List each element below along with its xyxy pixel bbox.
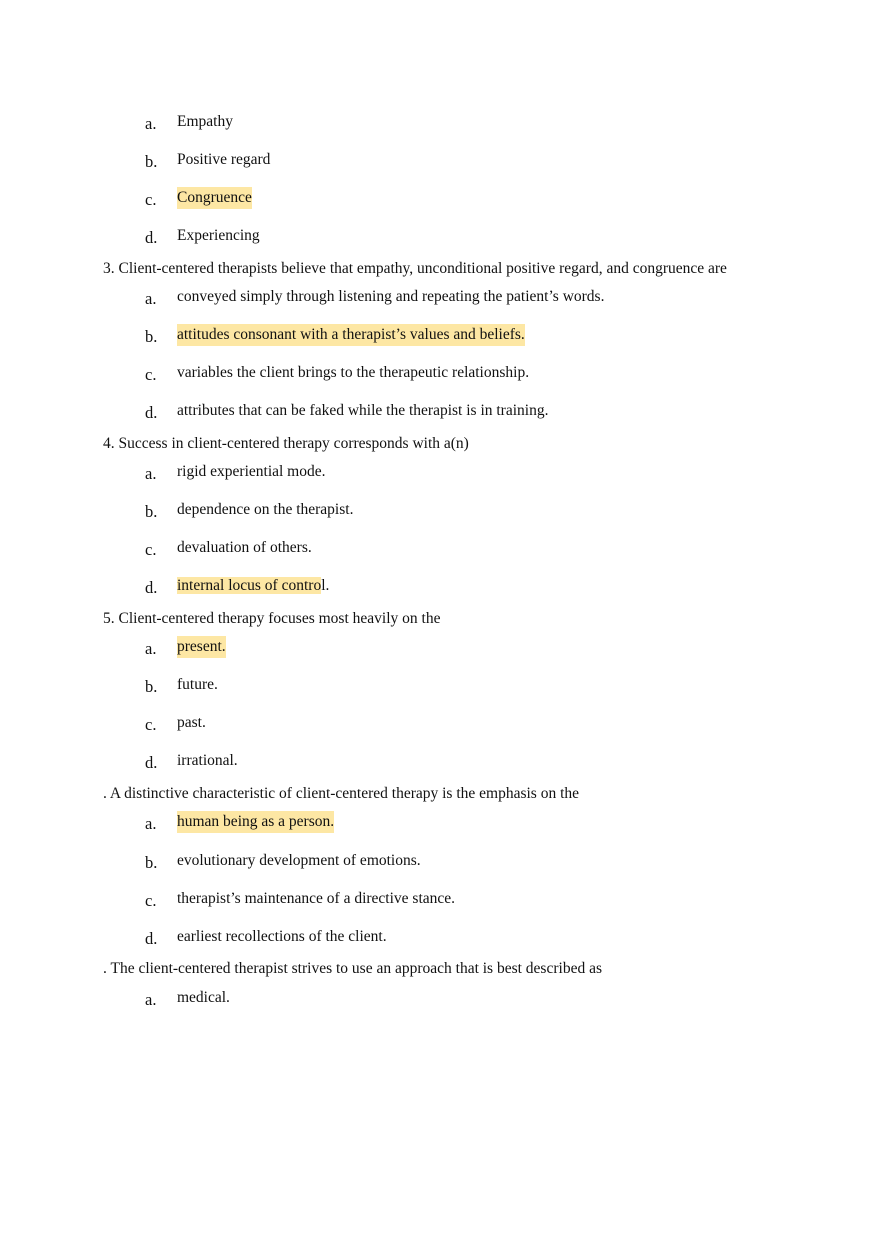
option-text: Positive regard [177,151,271,168]
option-row [0,111,880,133]
option-letter: b. [145,327,158,346]
option-letter: c. [145,891,157,910]
option-text: conveyed simply through listening and repeating the patient’s words. [177,288,605,305]
option-letter: b. [145,502,158,521]
option-letter: a. [145,814,157,833]
option-row [0,987,880,1009]
option-text: earliest recollections of the client. [177,928,387,945]
option-letter: d. [145,753,158,772]
highlighted-answer: present. [177,636,226,658]
option-text: Experiencing [177,227,260,244]
question-prompt: . A distinctive characteristic of client-centered therapy is the emphasis on the [103,785,580,802]
question-4 [0,433,880,455]
option-text: rigid experiential mode. [177,463,326,480]
option-text: past. [177,714,206,731]
highlighted-answer: attitudes consonant with a therapist’s values and beliefs. [177,324,525,346]
option-row [0,636,880,658]
option-row [0,712,880,734]
question-prompt: 5. Client-centered therapy focuses most heavily on the [103,610,441,627]
option-letter: a. [145,464,157,483]
option-text: medical. [177,989,230,1006]
option-row [0,575,880,597]
highlighted-answer: Congruence [177,187,252,209]
question-prompt: 4. Success in client-centered therapy corresponds with a(n) [103,435,469,452]
option-row [0,850,880,872]
option-text: Empathy [177,113,233,130]
option-letter: a. [145,639,157,658]
option-row [0,286,880,308]
option-text: irrational. [177,752,238,769]
option-letter: a. [145,289,157,308]
question-prompt: . The client-centered therapist strives to use an approach that is best described as [103,960,602,977]
option-letter: b. [145,152,158,171]
option-letter: a. [145,990,157,1009]
option-row [0,324,880,346]
option-text: evolutionary development of emotions. [177,852,421,869]
option-row [0,499,880,521]
option-letter: d. [145,228,158,247]
option-row [0,811,880,833]
option-letter: b. [145,677,158,696]
option-text [177,575,329,597]
option-text: variables the client brings to the therapeutic relationship. [177,364,530,381]
option-text: devaluation of others. [177,539,312,556]
option-text: therapist’s maintenance of a directive stance. [177,890,456,907]
option-row [0,926,880,948]
question-7 [0,958,880,980]
option-row [0,674,880,696]
option-row [0,362,880,384]
option-row [0,187,880,209]
question-6 [0,783,880,805]
option-letter: a. [145,114,157,133]
option-row [0,750,880,772]
option-letter: c. [145,540,157,559]
option-letter: c. [145,365,157,384]
option-letter: d. [145,578,158,597]
highlighted-answer: internal locus of contro [177,577,322,594]
option-row [0,537,880,559]
question-prompt: 3. Client-centered therapists believe that empathy, unconditional positive regard, and congruence are [103,260,727,277]
option-letter: d. [145,403,158,422]
option-text: dependence on the therapist. [177,501,354,518]
option-letter: b. [145,853,158,872]
option-row [0,225,880,247]
option-letter: c. [145,190,157,209]
question-5 [0,608,880,630]
question-3 [0,258,880,280]
option-row [0,400,880,422]
option-row [0,149,880,171]
option-text: attributes that can be faked while the therapist is in training. [177,402,549,419]
option-row [0,888,880,910]
highlighted-answer: human being as a person. [177,811,334,833]
option-letter: d. [145,929,158,948]
option-row [0,461,880,483]
option-letter: c. [145,715,157,734]
option-text: future. [177,676,218,693]
option-text-tail: l. [321,577,330,594]
